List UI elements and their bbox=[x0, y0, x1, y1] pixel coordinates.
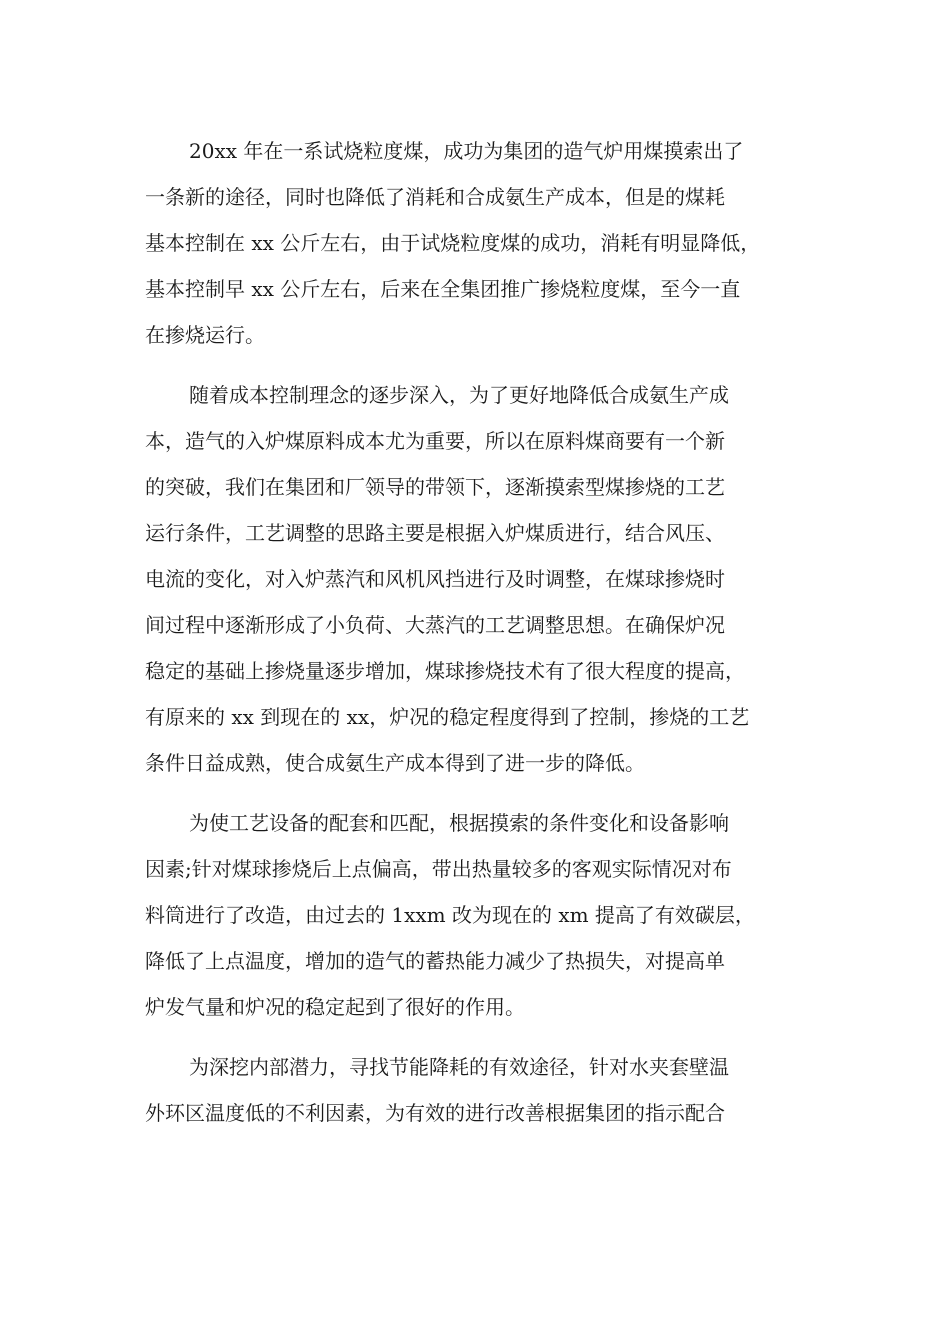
text-line: 炉发气量和炉况的稳定起到了很好的作用。 bbox=[145, 995, 525, 1019]
text-line: 的突破，我们在集团和厂领导的带领下，逐渐摸索型煤掺烧的工艺 bbox=[145, 475, 725, 499]
text-line: 间过程中逐渐形成了小负荷、大蒸汽的工艺调整思想。在确保炉况 bbox=[145, 613, 725, 637]
text-line: 20xx 年在一系试烧粒度煤，成功为集团的造气炉用煤摸索出了 bbox=[189, 139, 744, 163]
paragraph-2 bbox=[145, 372, 815, 786]
text-line: 本，造气的入炉煤原料成本尤为重要，所以在原料煤商要有一个新 bbox=[145, 429, 725, 453]
paragraph-1 bbox=[145, 128, 815, 358]
text-line: 为深挖内部潜力，寻找节能降耗的有效途径，针对水夹套壁温 bbox=[189, 1055, 729, 1079]
text-line: 料筒进行了改造，由过去的 1xxm 改为现在的 xm 提高了有效碳层， bbox=[145, 903, 755, 927]
document-body bbox=[145, 128, 815, 1150]
text-line: 基本控制早 xx 公斤左右，后来在全集团推广掺烧粒度煤，至今一直 bbox=[145, 277, 741, 301]
paragraph-4 bbox=[145, 1044, 815, 1136]
text-line: 电流的变化，对入炉蒸汽和风机风挡进行及时调整，在煤球掺烧时 bbox=[145, 567, 725, 591]
text-line: 一条新的途径，同时也降低了消耗和合成氨生产成本，但是的煤耗 bbox=[145, 185, 725, 209]
text-line: 为使工艺设备的配套和匹配，根据摸索的条件变化和设备影响 bbox=[189, 811, 729, 835]
text-line: 随着成本控制理念的逐步深入，为了更好地降低合成氨生产成 bbox=[189, 383, 729, 407]
text-line: 运行条件，工艺调整的思路主要是根据入炉煤质进行，结合风压、 bbox=[145, 521, 725, 545]
text-line: 基本控制在 xx 公斤左右，由于试烧粒度煤的成功，消耗有明显降低， bbox=[145, 231, 761, 255]
paragraph-3 bbox=[145, 800, 815, 1030]
text-line: 因素;针对煤球掺烧后上点偏高，带出热量较多的客观实际情况对布 bbox=[145, 857, 732, 881]
text-line: 稳定的基础上掺烧量逐步增加，煤球掺烧技术有了很大程度的提高， bbox=[145, 659, 745, 683]
text-line: 降低了上点温度，增加的造气的蓄热能力减少了热损失，对提高单 bbox=[145, 949, 725, 973]
text-line: 外环区温度低的不利因素，为有效的进行改善根据集团的指示配合 bbox=[145, 1101, 725, 1125]
text-line: 有原来的 xx 到现在的 xx，炉况的稳定程度得到了控制，掺烧的工艺 bbox=[145, 705, 750, 729]
text-line: 条件日益成熟，使合成氨生产成本得到了进一步的降低。 bbox=[145, 751, 645, 775]
text-line: 在掺烧运行。 bbox=[145, 323, 265, 347]
